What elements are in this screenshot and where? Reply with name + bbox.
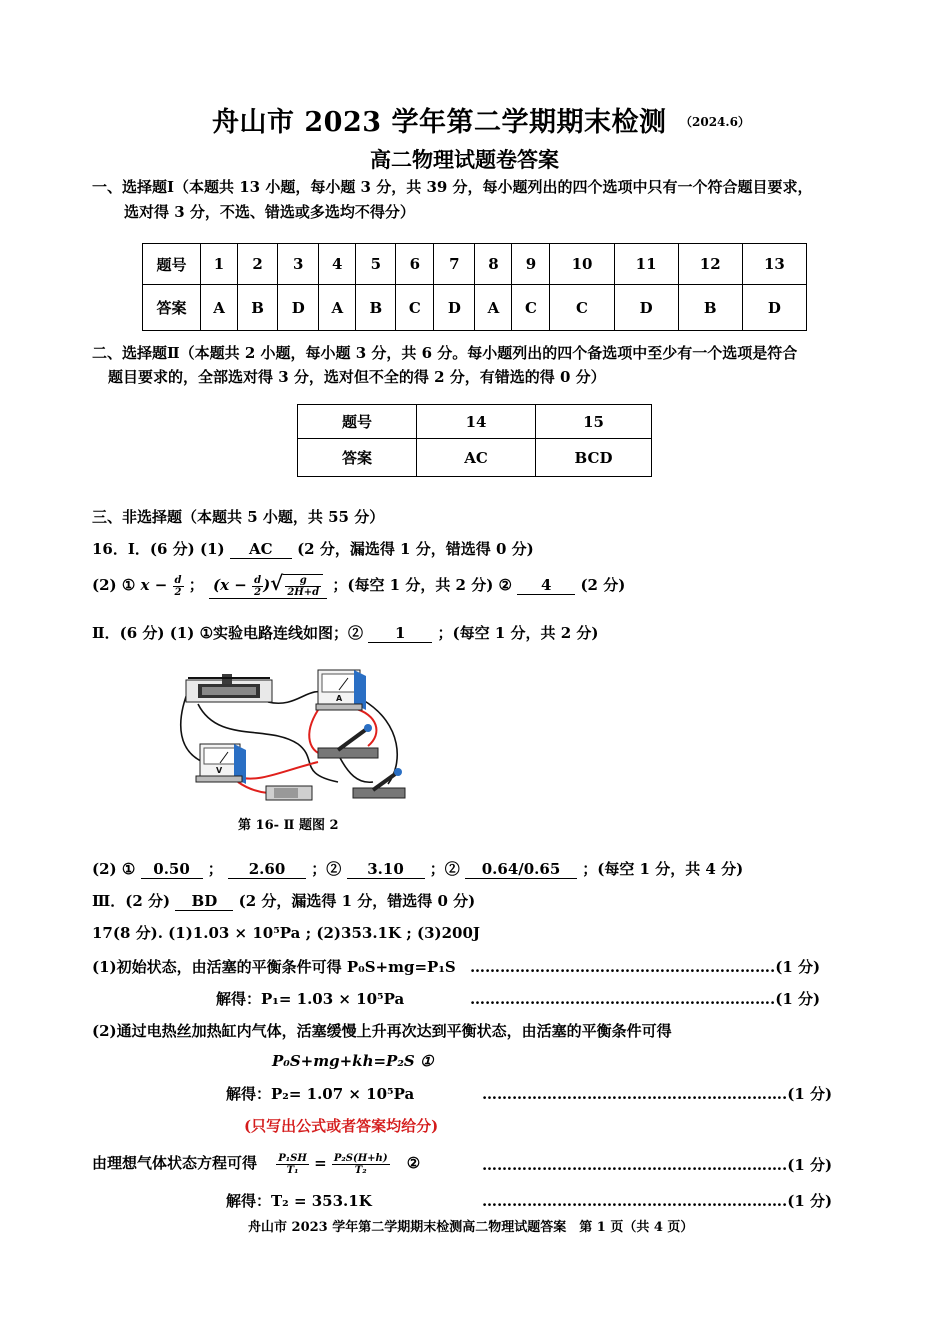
a-cell: D [434,285,475,331]
section1-answer-table [142,243,807,331]
page-subtitle: 高二物理试题卷答案 [370,147,559,172]
q16-part1-line [92,538,534,559]
q16-line4-answer2: 2.60 [228,861,306,879]
a-cell: A [201,285,238,331]
q17-step3-result: 解得：T₂ = 353.1K [226,1192,372,1210]
page-footer: 舟山市 2023 学年第二学期期末检测高二物理试题答案 第 1 页（共 4 页） [248,1220,694,1235]
q16-line2-mid: ；(每空 1 分，共 2 分) ② [332,576,512,594]
q-cell: 1 [201,244,238,285]
q16-line1-answer: AC [230,541,292,559]
q16-line2-answer: 4 [517,577,575,595]
q-cell: 11 [614,244,678,285]
q17-step2-equation: P₀S+mg+kh=P₂S ① [272,1052,434,1070]
q16-part4-line: (2) ① 0.50 ； 2.60 ；② 3.10 ；② 0.64/0.65 ；(每空 1 分，共 4 分) [92,860,744,878]
q16-line3-answer: 1 [368,625,432,643]
section2-heading-line2: 题目要求的，全部选对得 3 分，选对但不全的得 2 分，有错选的得 0 分） [108,368,606,386]
a-cell: A [319,285,356,331]
table-row-label-answer: 答案 [298,439,417,477]
q16-line3-suffix: ；(每空 1 分，共 2 分) [437,624,599,642]
formula-2: (x − $\frac{d}{2}$ )√ $\frac{g}{2H+d}$ [209,574,327,599]
q-cell: 6 [396,244,434,285]
a-cell: BCD [536,439,652,477]
q-cell: 15 [536,405,652,439]
table-row-label-question: 题号 [298,405,417,439]
q16-line2-suffix: (2 分) [580,576,626,594]
a-cell: B [678,285,742,331]
section1-heading-line1: 一、选择题Ⅰ（本题共 13 小题，每小题 3 分，共 39 分，每小题列出的四个选项中只有一个符合题目要求， [92,178,813,196]
table-row-label-question: 题号 [143,244,201,285]
q16-part5-line [92,890,475,911]
a-cell: A [475,285,512,331]
q16-line2-prefix: (2) ① [92,576,136,594]
step3-denominator-right: T₂ [354,1164,367,1176]
a-cell: C [550,285,614,331]
step3-denominator-left: T₁ [286,1164,299,1176]
step3-numerator-left: P₁SH [278,1152,307,1164]
section2-heading-line1: 二、选择题Ⅱ（本题共 2 小题，每小题 3 分，共 6 分。每小题列出的四个备选项中至少有一个选项是符合 [92,344,798,362]
q16-line4-suffix: ；(每空 1 分，共 4 分) [582,860,744,878]
step3-equation-mark: ② [406,1154,421,1172]
q17-step1-score: …………………………………………………….(1 分) [470,958,821,976]
q16-line1-prefix: 16．Ⅰ．(6 分) (1) [92,540,225,558]
figure-caption: 第 16- Ⅱ 题图 2 [238,818,339,833]
a-cell: D [614,285,678,331]
page-title: 舟山市 2023 学年第二学期期末检测 [212,107,667,138]
q17-step2-result: 解得：P₂= 1.07 × 10⁵Pa [226,1085,415,1103]
q-cell: 13 [742,244,806,285]
scoring-note: (只写出公式或者答案均给分) [244,1117,439,1135]
q-cell: 9 [512,244,550,285]
q17-step3-score: …………………………………………………….(1 分) [482,1156,833,1174]
q16-line3-prefix: Ⅱ．(6 分) (1) ①实验电路连线如图；② [92,624,364,642]
q16-part3-line [92,622,598,643]
svg-text:V: V [216,766,223,775]
q16-line5-answer: BD [175,893,233,911]
q-cell: 8 [475,244,512,285]
q16-line4-prefix: (2) ① [92,860,136,878]
a-cell: AC [417,439,536,477]
section2-answer-table [297,404,652,477]
q17-step3-prefix: 由理想气体状态方程可得 [92,1154,258,1172]
q17-summary: 17(8 分). (1)1.03 × 10⁵Pa ; (2)353.1K ; (3)200J [92,924,481,942]
a-cell: B [356,285,396,331]
a-cell: B [238,285,278,331]
q17-step2: (2)通过电热丝加热缸内气体，活塞缓慢上升再次达到平衡状态，由活塞的平衡条件可得 [92,1022,672,1040]
q-cell: 12 [678,244,742,285]
q-cell: 14 [417,405,536,439]
q17-step1-result-score: …………………………………………………….(1 分) [470,990,821,1008]
q17-step1: (1)初始状态，由活塞的平衡条件可得 P₀S+mg=P₁S [92,958,456,976]
a-cell: C [512,285,550,331]
q-cell: 7 [434,244,475,285]
q-cell: 2 [238,244,278,285]
q16-line5-suffix: (2 分，漏选得 1 分，错选得 0 分) [238,892,476,910]
circuit-diagram [178,664,416,814]
section1-heading-line2: 选对得 3 分，不选、错选或多选均不得分） [124,203,415,221]
step3-numerator-right: P₂S(H+h) [333,1152,388,1164]
q16-line5-prefix: Ⅲ．(2 分) [92,892,171,910]
q-cell: 5 [356,244,396,285]
table-row-label-answer: 答案 [143,285,201,331]
q16-line4-answer3: 3.10 [347,861,425,879]
q-cell: 4 [319,244,356,285]
a-cell: D [278,285,319,331]
q-cell: 10 [550,244,614,285]
q17-step1-result: 解得：P₁= 1.03 × 10⁵Pa [216,990,405,1008]
section3-heading: 三、非选择题（本题共 5 小题，共 55 分） [92,508,385,526]
q16-line4-answer1: 0.50 [141,861,203,879]
q17-step3-result-score: …………………………………………………….(1 分) [482,1192,833,1210]
a-cell: C [396,285,434,331]
formula-1: x − $\frac{d}{2}$ [140,574,182,598]
a-cell: D [742,285,806,331]
svg-text:A: A [336,694,343,703]
q16-part2-line [92,571,626,599]
q17-step2-result-score: …………………………………………………….(1 分) [482,1085,833,1103]
q-cell: 3 [278,244,319,285]
q16-line2-separator: ； [188,576,204,594]
exam-date: （2024.6） [680,115,750,129]
q17-step3: 由理想气体状态方程可得 $\frac{\text{P₁SH}}{\text{T₁}}$ = $\frac{\text{P₂S(H+h)}}{\text{T₂}}$ ② [92,1152,421,1176]
q16-line1-suffix: (2 分，漏选得 1 分，错选得 0 分) [297,540,534,558]
q16-line4-answer4: 0.64/0.65 [465,861,577,879]
